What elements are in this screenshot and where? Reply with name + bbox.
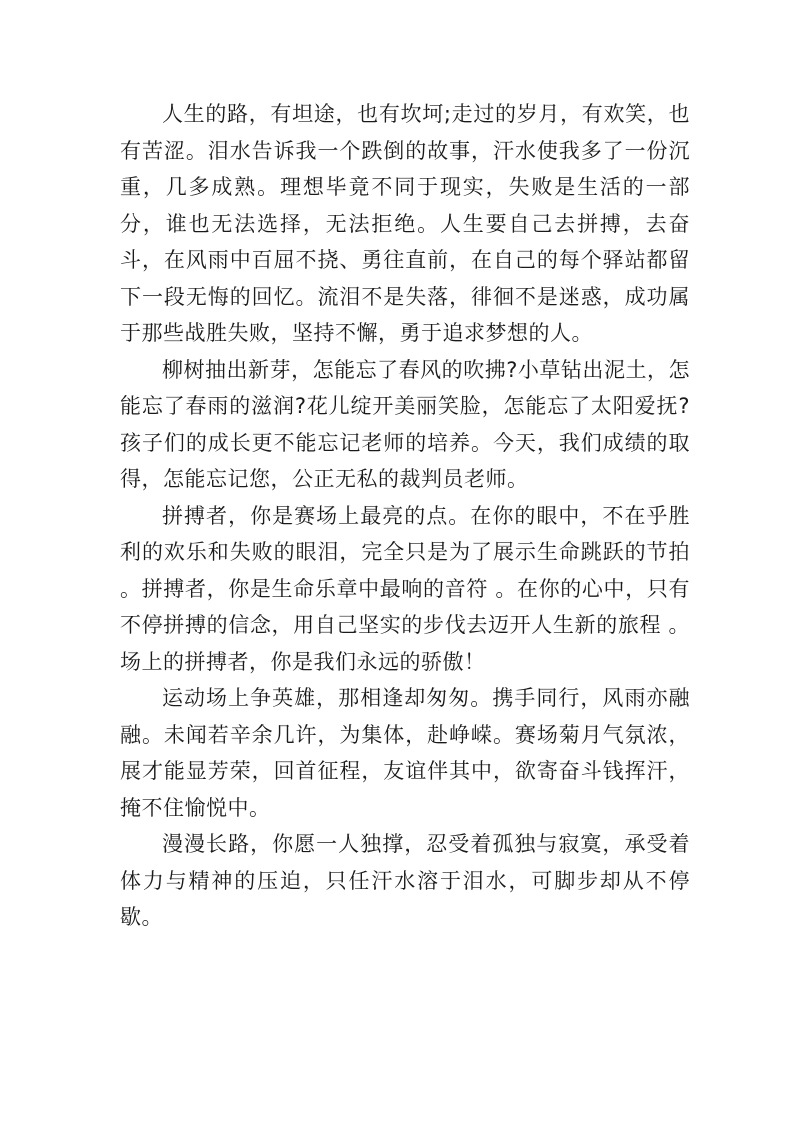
- paragraph-2: 柳树抽出新芽，怎能忘了春风的吹拂?小草钻出泥土，怎能忘了春雨的滋润?花儿绽开美丽笑脸，怎能忘了太阳爱抚?孩子们的成长更不能忘记老师的培养。今天，我们成绩的取得，怎能忘记您，公正无私的裁判员老师。: [120, 357, 690, 491]
- paragraph-3: 拼搏者，你是赛场上最亮的点。在你的眼中，不在乎胜利的欢乐和失败的眼泪，完全只是为了展示生命跳跃的节拍 。拼搏者，你是生命乐章中最响的音符 。在你的心中，只有不停拼搏的信念，用自己坚实的步伐去迈开人生新的旅程 。场上的拼搏者，你是我们永远的骄傲！: [120, 503, 690, 674]
- body-text: [120, 96, 690, 936]
- paragraph-1: 人生的路，有坦途，也有坎坷;走过的岁月，有欢笑，也有苦涩。泪水告诉我一个跌倒的故事，汗水使我多了一份沉重，几多成熟。理想毕竟不同于现实，失败是生活的一部分，谁也无法选择，无法拒绝。人生要自己去拼搏，去奋斗，在风雨中百屈不挠、勇往直前，在自己的每个驿站都留下一段无悔的回忆。流泪不是失落，徘徊不是迷惑，成功属于那些战胜失败，坚持不懈，勇于追求梦想的人。: [120, 102, 690, 345]
- paragraph-5: 漫漫长路，你愿一人独撑，忍受着孤独与寂寞，承受着体力与精神的压迫，只任汗水溶于泪水，可脚步却从不停歇。: [120, 832, 690, 929]
- paragraph-4: 运动场上争英雄，那相逢却匆匆。携手同行，风雨亦融融。未闻若辛余几许，为集体，赴峥嵘。赛场菊月气氛浓，展才能显芳荣，回首征程，友谊伴其中，欲寄奋斗钱挥汗，掩不住愉悦中。: [120, 686, 690, 820]
